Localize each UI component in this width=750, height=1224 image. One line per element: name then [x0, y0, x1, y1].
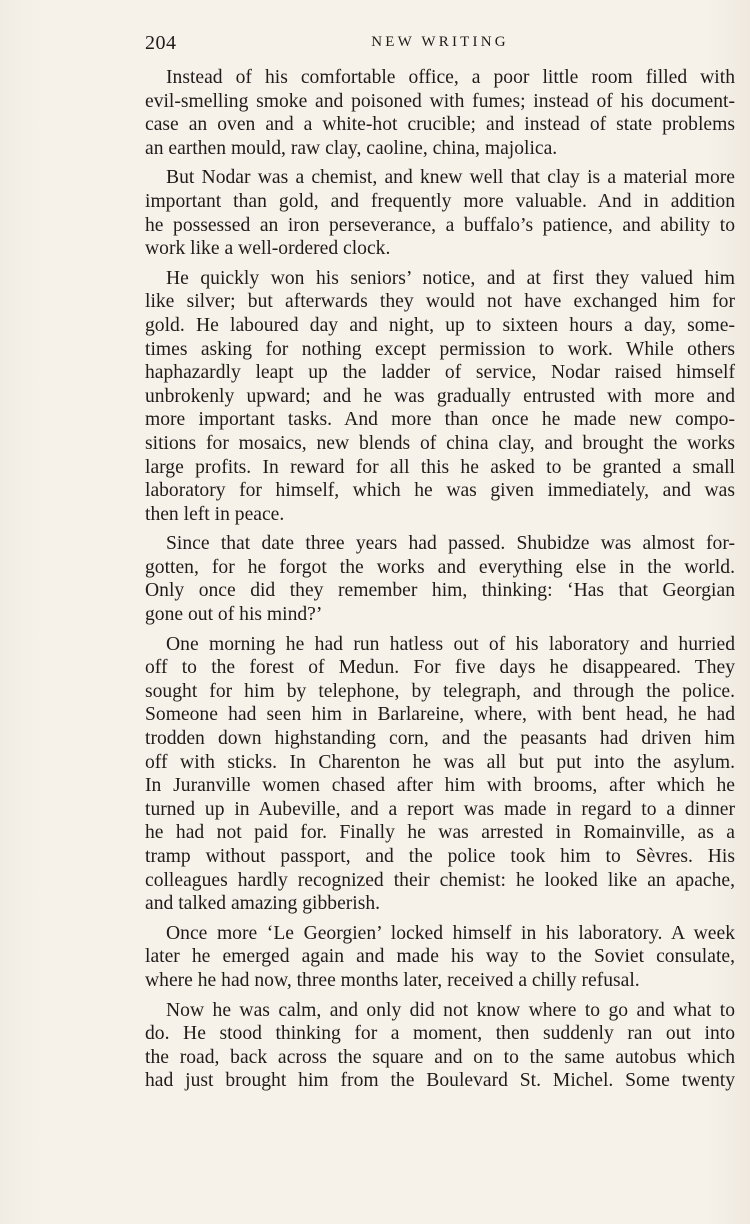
paragraph	[145, 999, 735, 1093]
text-line: gold. He laboured day and night, up to sixteen hours a day, some-	[145, 314, 735, 336]
text-line: tramp without passport, and the police took him to Sèvres. His	[145, 846, 735, 867]
text-line: like silver; but afterwards they would not have exchanged him for	[145, 291, 735, 313]
text-line: he possessed an iron perseverance, a buffalo’s patience, and ability to	[145, 214, 735, 236]
text-line: off with sticks. In Charenton he was all but put into the asylum.	[145, 751, 735, 773]
paragraph	[145, 633, 735, 916]
text-line: gone out of his mind?’	[145, 604, 323, 626]
body-text	[145, 66, 735, 1099]
text-line: sought for him by telephone, by telegraph, and through the police.	[145, 680, 735, 702]
text-line: laboratory for himself, which he was given immediately, and was	[145, 480, 735, 502]
text-line: Only once did they remember him, thinking: ‘Has that Georgian	[145, 580, 735, 602]
text-line: One morning he had run hatless out of his laboratory and hurried	[166, 633, 735, 655]
text-line: Now he was calm, and only did not know where to go and what to	[166, 999, 735, 1021]
text-line: case an oven and a white-hot crucible; and instead of state problems	[145, 114, 735, 136]
page-number: 204	[145, 32, 177, 54]
paragraph	[145, 166, 735, 260]
text-line: gotten, for he forgot the works and everything else in the world.	[145, 556, 735, 578]
text-line: then left in peace.	[145, 503, 285, 525]
text-line: and talked amazing gibberish.	[145, 893, 381, 915]
text-line: He quickly won his seniors’ notice, and at first they valued him	[166, 267, 735, 289]
paragraph	[145, 532, 735, 626]
paragraph	[145, 66, 735, 160]
text-line: Since that date three years had passed. Shubidze was almost for-	[166, 533, 735, 555]
text-line: turned up in Aubeville, and a report was made in regard to a dinner	[145, 798, 735, 820]
text-line: do. He stood thinking for a moment, then suddenly ran out into	[145, 1023, 735, 1045]
text-line: haphazardly leapt up the ladder of service, Nodar raised himself	[145, 362, 735, 384]
text-line: the road, back across the square and on to the same autobus which	[145, 1046, 735, 1068]
text-line: work like a well-ordered clock.	[145, 238, 391, 260]
text-line: an earthen mould, raw clay, caoline, china, majolica.	[145, 137, 558, 159]
text-line: In Juranville women chased after him with brooms, after which he	[145, 775, 735, 797]
paragraph	[145, 922, 735, 993]
text-line: where he had now, three months later, received a chilly refusal.	[145, 969, 640, 991]
text-line: later he emerged again and made his way to the Soviet consulate,	[145, 946, 735, 968]
text-line: But Nodar was a chemist, and knew well that clay is a material more	[166, 167, 735, 189]
text-line: Once more ‘Le Georgien’ locked himself in his laboratory. A week	[166, 922, 735, 944]
text-line: he had not paid for. Finally he was arrested in Romainville, as a	[145, 822, 735, 844]
text-line: Someone had seen him in Barlareine, where, with bent head, he had	[145, 704, 735, 726]
text-line: large profits. In reward for all this he asked to be granted a small	[145, 456, 735, 478]
paragraph	[145, 267, 735, 527]
text-line: times asking for nothing except permission to work. While others	[145, 338, 735, 360]
text-line: more important tasks. And more than once he made new compo-	[145, 409, 735, 431]
running-title: NEW WRITING	[371, 34, 509, 50]
text-line: evil-smelling smoke and poisoned with fumes; instead of his document-	[145, 90, 735, 112]
text-line: colleagues hardly recognized their chemist: he looked like an apache,	[145, 869, 735, 891]
text-line: unbrokenly upward; and he was gradually entrusted with more and	[145, 385, 735, 407]
page-header	[145, 32, 735, 62]
text-line: sitions for mosaics, new blends of china clay, and brought the works	[145, 432, 735, 454]
text-line: trodden down highstanding corn, and the peasants had driven him	[145, 728, 735, 750]
text-line: had just brought him from the Boulevard St. Michel. Some twenty	[145, 1070, 735, 1092]
text-line: Instead of his comfortable office, a poor little room filled with	[166, 67, 735, 88]
text-line: off to the forest of Medun. For five days he disappeared. They	[145, 657, 735, 679]
text-line: important than gold, and frequently more valuable. And in addition	[145, 190, 735, 212]
